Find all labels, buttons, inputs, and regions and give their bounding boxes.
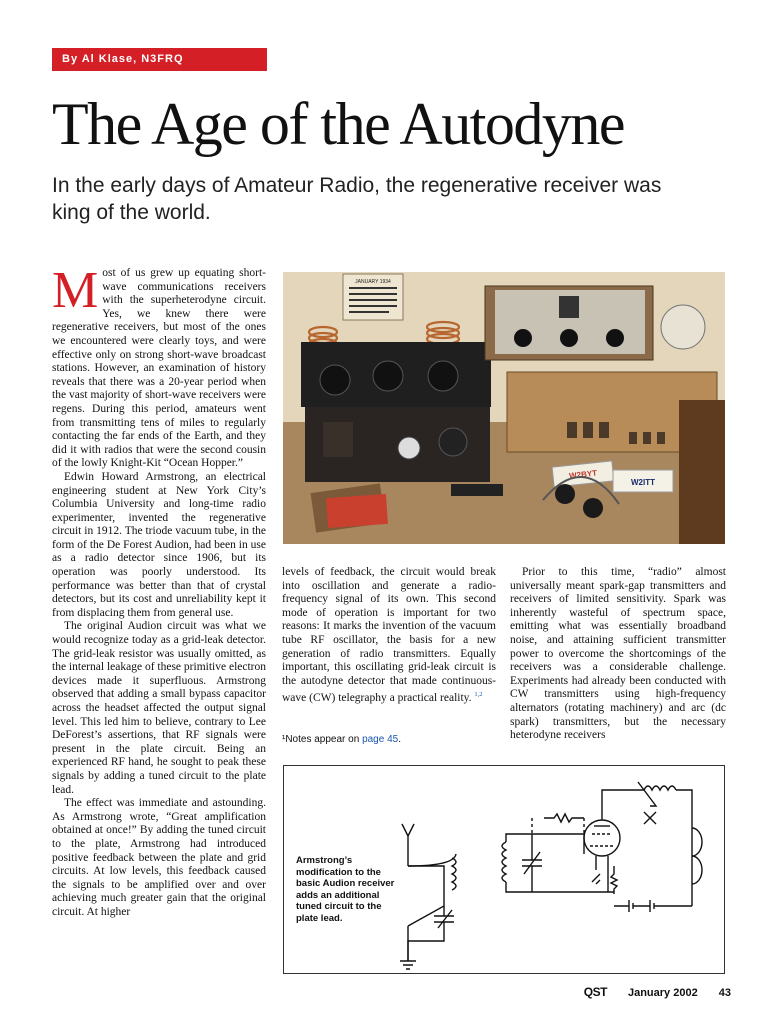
article-title: The Age of the Autodyne	[52, 91, 625, 157]
text-column-1	[52, 262, 266, 920]
photo-regenerative-receivers	[283, 272, 725, 544]
qsl-card-label: W2BYT	[568, 468, 598, 481]
footnote	[282, 734, 496, 745]
calendar-label: JANUARY 1934	[355, 279, 391, 285]
qsl-card-label: W2ITT	[631, 478, 655, 487]
paragraph-text: levels of feedback, the circuit would break into oscillation and generate a radio-frequency signal of its own. This second mode of operation is important for two reasons: It marks the invention of the vacuum tube RF oscillator, the basis for a new generation of radio transmitters. Equally important, this oscillating grid-leak circuit is the autodyne detector that made continuous-wave (CW) telegraphy a practical reality.	[282, 566, 496, 705]
text-column-3	[510, 566, 726, 743]
paragraph: The original Audion circuit was what we would recognize today as a grid-leak detector. The grid-leak resistor was usually omitted, as the internal leakage of these primitive electron devices made it superfluous. Armstrong observed that adding a small bypass capacitor across the headset affected the output signal level. This led him to believe, contrary to Lee DeForest’s assertions, that RF signals were present in the plate circuit. Being an experienced RF hand, he sought to peak these signals by adding a tuned circuit to the plate lead.	[52, 620, 266, 796]
byline: By Al Klase, N3FRQ	[52, 48, 267, 71]
magazine-logo: QST	[583, 985, 607, 999]
drop-cap: M	[52, 262, 99, 319]
paragraph: Prior to this time, “radio” almost universally meant spark-gap transmitters and receivers of limited sensitivity. Spark was inherently wasteful of spectrum space, emitting what was essentially broadband noise, and attaining sufficient transmitter power to overcome the shortcomings of the receivers was a considerable challenge. Experiments had already been conducted with CW transmitters using high-frequency alternators (rotating machinery) and arc (dc spark) transmitters, but the necessary heterodyne receivers	[510, 566, 726, 742]
paragraph: Edwin Howard Armstrong, an electrical engineering student at New York City’s Columbia University and long-time radio experimenter, invented the regenerative circuit in 1912. The triode vacuum tube, in the form of the De Forest Audion, had been in use as a radio detector since 1906, but its operation was poorly understood. Its performance was better than that of crystal detectors, but its cost and unreliability kept it from displacing them from general use.	[52, 470, 266, 619]
page-link[interactable]: page 45	[362, 734, 399, 745]
page-footer	[566, 985, 731, 999]
schematic-figure	[283, 765, 725, 974]
issue-date: January 2002	[627, 987, 698, 999]
paragraph: The effect was immediate and astounding. As Armstrong wrote, “Great amplification obtained at once!” By adding the tuned circuit to the plate, Armstrong had introduced positive feedback between the plate and grid circuits. At low levels, this feedback caused the signals to be amplified over and over achieving much greater gain that the original circuit. At higher	[52, 797, 266, 918]
text-column-2	[282, 566, 496, 706]
footnote-text: ¹Notes appear on	[282, 734, 363, 745]
figure-caption: Armstrong’s modification to the basic Audion receiver adds an additional tuned circuit to the plate lead.	[296, 855, 395, 924]
footnote-ref[interactable]: 1,2	[474, 691, 483, 699]
paragraph	[282, 566, 496, 706]
paragraph	[52, 262, 266, 471]
article-deck: In the early days of Amateur Radio, the regenerative receiver was king of the world.	[52, 174, 662, 224]
page-number: 43	[718, 987, 731, 999]
footnote-end: .	[398, 734, 401, 745]
paragraph-text: ost of us grew up equating short-wave communications receivers with the superheterodyne circuit. Yes, we knew there were regenerative receivers, but most of the ones we encountered were clearly toys, and were effective only on strong short-wave broadcast stations. However, an examination of history reveals that there was a 20-year period when the vast majority of short-wave receivers were regens. During this period, amateurs went from transmitting tens of miles to regularly contacting the far ends of the Earth, and they did it with radios that were the second cousin of the lowly Knight-Kit “Ocean Hopper.”	[52, 267, 266, 470]
